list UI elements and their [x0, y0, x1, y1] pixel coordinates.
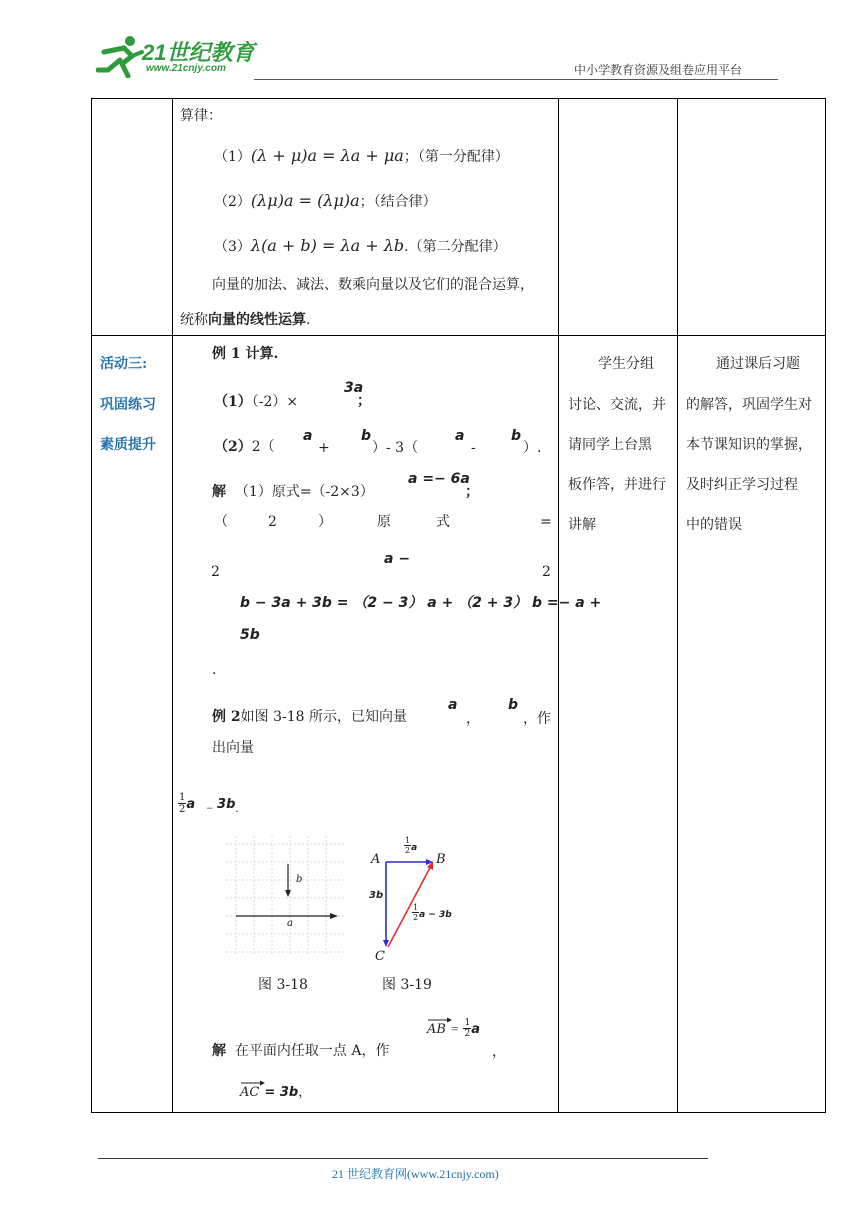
- summary-line-1: 向量的加法、减法、数乘向量以及它们的混合运算，: [212, 277, 534, 293]
- platform-title: 中小学教育资源及组卷应用平台: [574, 63, 743, 77]
- example-1-title: 例 1 计算.: [212, 346, 279, 362]
- point-c-label: C: [375, 949, 385, 964]
- label-3b: 3b: [369, 890, 384, 901]
- example-2-expr: $\frac{1}{2}$ a $_-$ $3b_.$: [179, 792, 239, 815]
- label-half-a-minus-3b: $\frac{1}{2}$ a − 3b: [413, 903, 452, 922]
- solution-2-char-2: 2: [268, 514, 277, 530]
- law-heading: 算律：: [180, 108, 222, 124]
- design-intent-line-4: 及时纠正学习过程: [686, 477, 798, 493]
- solution-2-expr-5b: 5b: [240, 627, 260, 643]
- example-1-q1-end: ；: [357, 393, 371, 409]
- solution-2-char-3: ）: [318, 514, 332, 530]
- label-half-a: $\frac{1}{2}$ a: [405, 836, 418, 855]
- header-logo: [96, 34, 266, 78]
- student-activity-line-3: 请同学上台黑: [568, 437, 652, 453]
- example-1-q2: （2）2（: [214, 439, 275, 455]
- half-fraction: $\frac{1}{2}$: [179, 792, 186, 815]
- design-intent-line-2: 的解答，巩固学生对: [686, 397, 812, 413]
- footer-rule: [98, 1158, 708, 1159]
- example-2-vec-b: b: [508, 697, 519, 713]
- solution-2-char-5: 式: [436, 514, 450, 530]
- solution-3: 解 在平面内任取一点 A，作: [212, 1043, 390, 1059]
- figure-3-18-label-a: a: [287, 918, 293, 929]
- activity-label-1: 活动三:: [100, 356, 148, 372]
- student-activity-line-4: 板作答，并进行: [568, 477, 666, 493]
- vector-a-arrowhead: [330, 913, 338, 919]
- figure-3-18-label-b: b: [296, 874, 303, 885]
- solution-1: 解 （1）原式=（-2×3）: [212, 484, 374, 500]
- solution-3-ac: AC = 3b，: [240, 1081, 311, 1100]
- design-intent-line-5: 中的错误: [686, 517, 742, 533]
- activity-label-3: 素质提升: [100, 437, 156, 453]
- solution-3-comma-1: ，: [492, 1044, 506, 1060]
- example-1-q1-expr: 3a: [344, 380, 364, 396]
- runner-logo-icon: [96, 34, 148, 78]
- figure-3-18-caption: 图 3-18: [258, 977, 308, 993]
- example-1-q1: （1）（-2）×: [214, 394, 299, 410]
- logo-text: 21世纪教育: [142, 40, 255, 65]
- example-2-line-1: 例 2如图 3-18 所示，已知向量: [212, 709, 407, 725]
- law-1: （1）(λ + μ)a = λa + μa；（第一分配律）: [214, 146, 509, 165]
- design-intent-line-3: 本节课知识的掌握，: [686, 437, 812, 453]
- figure-3-18-grid: [226, 836, 344, 956]
- activity-label-2: 巩固练习: [100, 397, 156, 413]
- solution-1-expr: a =− 6a: [408, 471, 470, 487]
- student-activity-line-2: 讨论、交流，并: [568, 397, 666, 413]
- design-intent-line-1: 通过课后习题: [716, 356, 800, 372]
- law-2: （2）(λμ)a = (λμ)a；（结合律）: [214, 191, 437, 210]
- example-1-q2-plus: +: [318, 440, 330, 456]
- example-2-comma: ，: [466, 711, 480, 727]
- example-1-q2-a2: a: [455, 428, 465, 444]
- example-2-line-2: 出向量: [212, 740, 254, 756]
- point-b-label: B: [436, 852, 446, 867]
- student-activity-line-1: 学生分组: [598, 356, 654, 372]
- logo-url: www.21cnjy.com: [146, 63, 226, 74]
- example-2-vec-a: a: [448, 697, 458, 713]
- summary-line-2: 统称向量的线性运算.: [180, 312, 311, 328]
- vector-ac-notation: AC: [240, 1085, 259, 1100]
- example-1-q2-b: b: [361, 428, 372, 444]
- solution-2-two-right: 2: [542, 564, 551, 580]
- example-1-q2-mid: ）- 3（: [372, 440, 419, 456]
- header-rule: [254, 79, 778, 80]
- student-activity-line-5: 讲解: [568, 517, 596, 533]
- example-1-q2-end: ）.: [523, 440, 542, 456]
- example-1-q2-b2: b: [511, 428, 522, 444]
- solution-2-expr-line: b − 3a + 3b = （2 − 3） a + （2 + 3） b =− a +: [240, 595, 602, 611]
- solution-1-end: ；: [465, 484, 479, 500]
- example-1-q2-a: a: [303, 428, 313, 444]
- point-a-label: A: [371, 852, 381, 867]
- law-3: （3）λ(a + b) = λa + λb.（第二分配律）: [214, 236, 507, 255]
- solution-2-char-4: 原: [377, 514, 391, 530]
- footer-text: 21 世纪教育网(www.21cnjy.com): [332, 1167, 499, 1181]
- example-2-end: ，作: [523, 711, 551, 727]
- solution-3-ab: AB = $\frac{1}{2}$ a: [427, 1018, 480, 1039]
- solution-2-dot: .: [212, 662, 217, 678]
- solution-2-char-6: =: [540, 514, 552, 530]
- vector-ab-notation: AB: [427, 1022, 446, 1037]
- example-1-q2-minus: -: [471, 440, 476, 456]
- figure-3-19-caption: 图 3-19: [382, 977, 432, 993]
- solution-2-two-left: 2: [211, 564, 220, 580]
- solution-2-char-1: （: [214, 514, 228, 530]
- solution-2-expr-top: a −: [384, 551, 411, 567]
